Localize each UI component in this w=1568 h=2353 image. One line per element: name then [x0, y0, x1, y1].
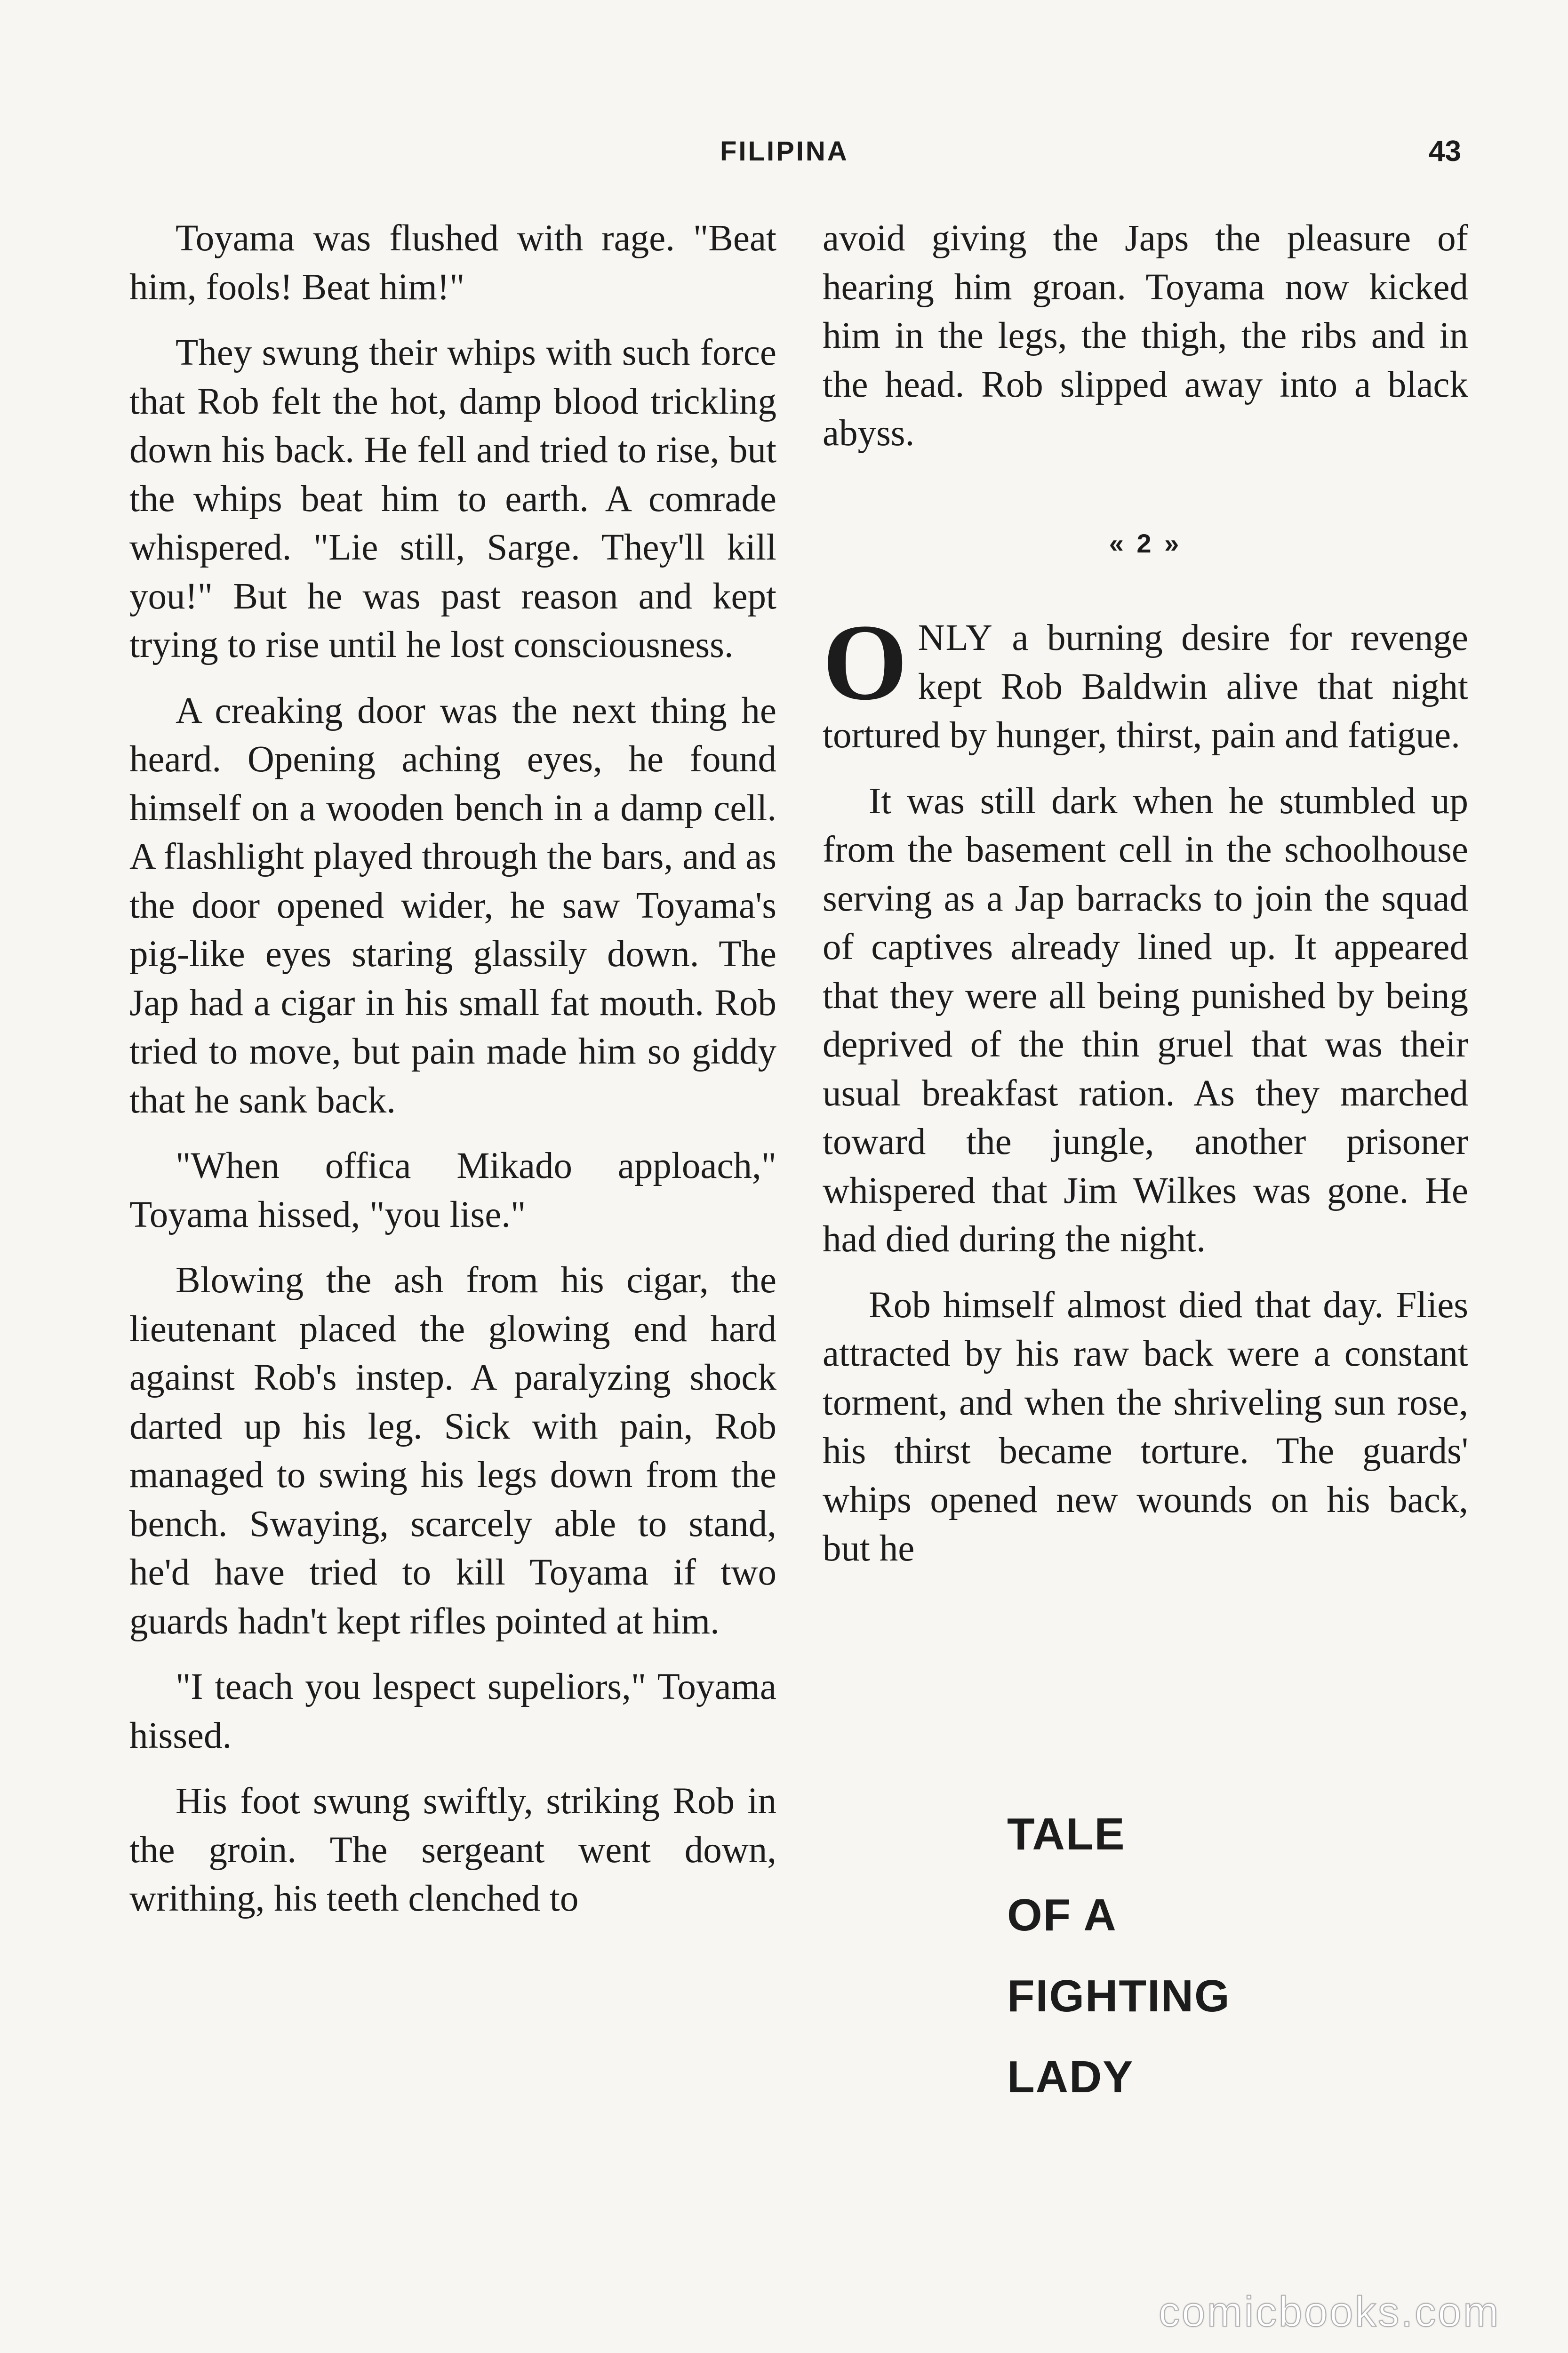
paragraph: "I teach you lespect supeliors," Toyama hissed.	[129, 1666, 776, 1756]
continued-paragraph: avoid giving the Japs the pleasure of hearing him groan. Toyama now kicked him in the legs, the thigh, the ribs and in the head. Rob slipped away into a black abyss.	[823, 218, 1468, 454]
story-title-block	[1007, 1794, 1231, 2118]
title-line: LADY	[1007, 2052, 1134, 2102]
paragraph: "When offica Mikado apploach," Toyama hissed, "you lise."	[129, 1145, 776, 1235]
paragraph: Blowing the ash from his cigar, the lieutenant placed the glowing end hard against Rob's instep. A paralyzing shock darted up his leg. Sick with pain, Rob managed to swing his legs down from the bench. Swaying, scarcely able to stand, he'd have tried to kill Toyama if two guards hadn't kept rifles pointed at him.	[129, 1260, 776, 1642]
title-line: FIGHTING	[1007, 1971, 1231, 2021]
section-marker: « 2 »	[1109, 528, 1182, 558]
paragraph: A creaking door was the next thing he heard. Opening aching eyes, he found himself on a wooden bench in a damp cell. A flashlight played through the bars, and as the door opened wider, he saw Toyama's pig-like eyes staring glassily down. The Jap had a cigar in his small fat mouth. Rob tried to move, but pain made him so giddy that he sank back.	[129, 690, 776, 1121]
paragraph: They swung their whips with such force that Rob felt the hot, damp blood trickling down his back. He fell and tried to rise, but the whips beat him to earth. A comrade whispered. "Lie still, Sarge. They'll kill you!" But he was past reason and kept trying to rise until he lost consciousness.	[129, 332, 776, 665]
drop-cap: O	[823, 602, 908, 723]
left-text-column	[129, 214, 776, 1940]
right-text-column	[823, 214, 1468, 1590]
paragraph: Toyama was flushed with rage. "Beat him, fools! Beat him!"	[129, 218, 776, 308]
paragraph: His foot swung swiftly, striking Rob in the groin. The sergeant went down, writhing, his teeth clenched to	[129, 1781, 776, 1919]
opening-caps: NLY	[918, 617, 993, 658]
paragraph: Rob himself almost died that day. Flies attracted by his raw back were a constant torment, and when the shriveling sun rose, his thirst became torture. The guards' whips opened new wounds on his back, but he	[823, 1284, 1468, 1569]
page-number: 43	[1429, 135, 1461, 168]
title-line: OF A	[1007, 1890, 1117, 1940]
title-line: TALE	[1007, 1809, 1126, 1859]
site-watermark: comicbooks.com	[1159, 2289, 1501, 2336]
paragraph: It was still dark when he stumbled up from the basement cell in the schoolhouse serving as a Jap barracks to join the squad of captives already lined up. It appeared that they were all being punished by being deprived of the thin gruel that was their usual breakfast ration. As they marched toward the jungle, another prisoner whispered that Jim Wilkes was gone. He had died during the night.	[823, 780, 1468, 1260]
opening-text: a burning desire for revenge kept Rob Baldwin alive that night tortured by hunger, thirst, pain and fatigue.	[823, 617, 1468, 756]
opening-paragraph	[823, 602, 1468, 760]
running-head: FILIPINA	[720, 136, 849, 167]
